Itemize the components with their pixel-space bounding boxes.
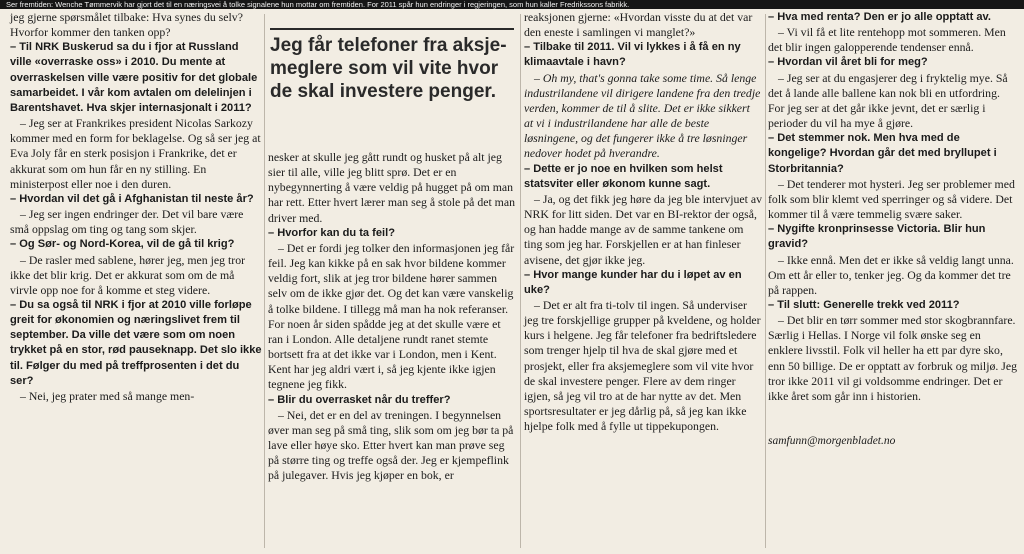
interview-question: – Tilbake til 2011. Vil vi lykkes i å få en ny klimaavtale i havn? bbox=[524, 41, 741, 69]
interview-answer: jeg gjerne spørsmålet tilbake: Hva synes du selv? Hvorfor kommer den tanken opp? bbox=[10, 10, 243, 40]
interview-question: – Og Sør- og Nord-Korea, vil de gå til krig? bbox=[10, 238, 235, 251]
column-1 bbox=[10, 10, 262, 404]
interview-answer: reaksjonen gjerne: «Hvordan visste du at det var den eneste i samlingen vi manglet?» bbox=[524, 10, 753, 40]
caption-strip: Ser fremtiden: Wenche Tømmervik har gjort det til en næringsvei å tolke signalene hun mottar om fremtiden. For 2011 spår hun endringer i regjeringen, som hun kaller Fredrikssons fabrikk. bbox=[0, 0, 1024, 9]
interview-answer: – Det er fordi jeg tolker den informasjonen jeg får feil. Jeg kan kikke på en sak hvor bildene kommer veldig fort, slik at jeg tror bildene hører sammen selv om de ikke gjør det. Og det kan være vanskelig å tolke bildene. I tillegg må man ha nok referanser. For noen år siden spådde jeg at det skulle være et ran i London. Alle detaljene rundt ranet stemte bortsett fra at det ikke var i London, men i Kent. Kent har jeg aldri vært i, så jeg kjente ikke igjen tegnene jeg fikk. bbox=[268, 240, 515, 392]
interview-answer: – Oh my, that's gonna take some time. Så lenge industrilandene vil dirigere landene fra den tredje verden, kommer de til å slite. Det er ikke sikkert at vi i industrilandene har alle de beste løsningene, og det fungerer ikke å tre løsninger nedover hodet på hverandre. bbox=[524, 70, 761, 161]
interview-question: – Hvor mange kunder har du i løpet av en uke? bbox=[524, 268, 742, 296]
column-divider bbox=[520, 14, 521, 548]
interview-answer: – Nei, det er en del av treningen. I begynnelsen øver man seg på små ting, slik som om jeg bør ta på lave eller høye sko. Etter hvert kan man prøve seg på større ting og treffe også der. Jeg er kjempeflink på julegaver. Hvis jeg kjøper en bok, er bbox=[268, 407, 514, 483]
column-divider bbox=[765, 14, 766, 548]
interview-question: – Hvordan vil det gå i Afghanistan til neste år? bbox=[10, 192, 254, 205]
column-2 bbox=[268, 150, 516, 483]
interview-question: – Det stemmer nok. Men hva med de kongelige? Hvordan går det med bryllupet i Storbritannia? bbox=[768, 132, 997, 175]
interview-answer: – Jeg ser at du engasjerer deg i fryktelig mye. Så det å lande alle ballene kan nok bli en utfordring. For jeg ser at det går ikke jevnt, det er særlig i perioder du vil ha mye å gjøre. bbox=[768, 70, 1008, 131]
interview-answer: – Ja, og det fikk jeg høre da jeg ble intervjuet av NRK for litt siden. Det var en BI-rektor der også, og han hadde mange av de samme tankene om ting som jeg har. Forskjellen er at han finleser avisene, det gjør ikke jeg. bbox=[524, 191, 763, 267]
pull-quote: Jeg får telefoner fra aksje-meglere som vil vite hvor de skal investere penger. bbox=[270, 28, 514, 103]
interview-question: – Nygifte kronprinsesse Victoria. Blir hun gravid? bbox=[768, 223, 986, 251]
column-4-body bbox=[768, 10, 1018, 404]
signature-email[interactable]: samfunn@morgenbladet.no bbox=[768, 435, 896, 448]
column-4 bbox=[768, 10, 1018, 449]
interview-answer: – Jeg ser ingen endringer der. Det vil bare være små oppslag om ting og tang som skjer. bbox=[10, 207, 244, 237]
interview-answer: – De rasler med sablene, hører jeg, men jeg tror ikke det blir krig. Det er akkurat som om de må virvle opp noe for å komme et steg videre. bbox=[10, 252, 246, 297]
interview-question: – Hva med renta? Den er jo alle opptatt av. bbox=[768, 11, 991, 23]
interview-question: – Blir du overrasket når du treffer? bbox=[268, 393, 451, 406]
interview-answer: nesker at skulle jeg gått rundt og husket på alt jeg sier til alle, ville jeg blitt sprø. Det er en nybegynnerting å være veldig på hugget på om man har rett. Etter hvert lærer man seg å stole på det man driver med. bbox=[268, 150, 515, 225]
interview-question: – Hvorfor kan du ta feil? bbox=[268, 226, 395, 239]
column-divider bbox=[264, 14, 265, 548]
interview-question: – Dette er jo noe en hvilken som helst statsviter eller økonom kunne sagt. bbox=[524, 162, 723, 190]
interview-answer: – Ikke ennå. Men det er ikke så veldig langt unna. Om ett år eller to, tenker jeg. Og da kommer det tre på rappen. bbox=[768, 252, 1014, 297]
interview-answer: – Det blir en tørr sommer med stor skogbrannfare. Særlig i Hellas. I Norge vil folk ønske seg en enklere livsstil. Folk vil heller ha ett par dyre sko, enn 50 billige. De er opptatt av forbruk og miljø. Jeg tror ikke 2011 vil gi voldsomme endringer. Det er ikke året som går inn i historien. bbox=[768, 313, 1017, 403]
interview-answer: – Nei, jeg prater med så mange men- bbox=[20, 388, 195, 403]
interview-question: – Du sa også til NRK i fjor at 2010 ville forløpe greit for økonomien og næringslivet frem til september. Da ville det være som om noen trykket på en stor, rød pauseknapp. Det slo ikke til. Følger du med på treffprosenten i det du ser? bbox=[10, 298, 262, 387]
column-3 bbox=[524, 10, 762, 434]
interview-answer: – Det er alt fra ti-tolv til ingen. Så underviser jeg tre forskjellige grupper på kveldene, og holder kurs i helgene. Jeg får telefoner fra bedriftsledere som trenger hjelp til hva de skal gjøre med et prosjekt, eller fra aksjemeglere som vil vite hvor de skal investere penger. Flere av dem ringer igjen, så jeg vil tro at de har nytte av det. Men sportsresultater er jeg dårlig på, så jeg kan ikke hjelpe folk med å fylle ut tippekupongen. bbox=[524, 297, 761, 434]
interview-question: – Hvordan vil året bli for meg? bbox=[768, 56, 928, 69]
interview-question: – Til NRK Buskerud sa du i fjor at Russland ville «overraske oss» i 2010. Du mente at overraskelsen ville være positiv for det globale samarbeidet. I vår kom avtalen om delelinjen i Barentshavet. Hva skjer internasjonalt i 2011? bbox=[10, 41, 258, 114]
interview-answer: – Jeg ser at Frankrikes president Nicolas Sarkozy kommer med en form for beklagelse. Og så ser jeg at Eva Joly får en sterk posisjon i Frankrike, det er akkurat som om hun får en ny stilling. En ministerpost eller noe i den duren. bbox=[10, 116, 261, 191]
interview-answer: – Det tenderer mot hysteri. Jeg ser problemer med folk som blir klemt ved sperringer og så videre. Det kommer til å være temmelig svære saker. bbox=[768, 176, 1015, 222]
interview-answer: – Vi vil få et lite rentehopp mot sommeren. Men det blir ingen galopperende tendenser ennå. bbox=[768, 25, 1006, 55]
interview-question: – Til slutt: Generelle trekk ved 2011? bbox=[768, 298, 960, 311]
